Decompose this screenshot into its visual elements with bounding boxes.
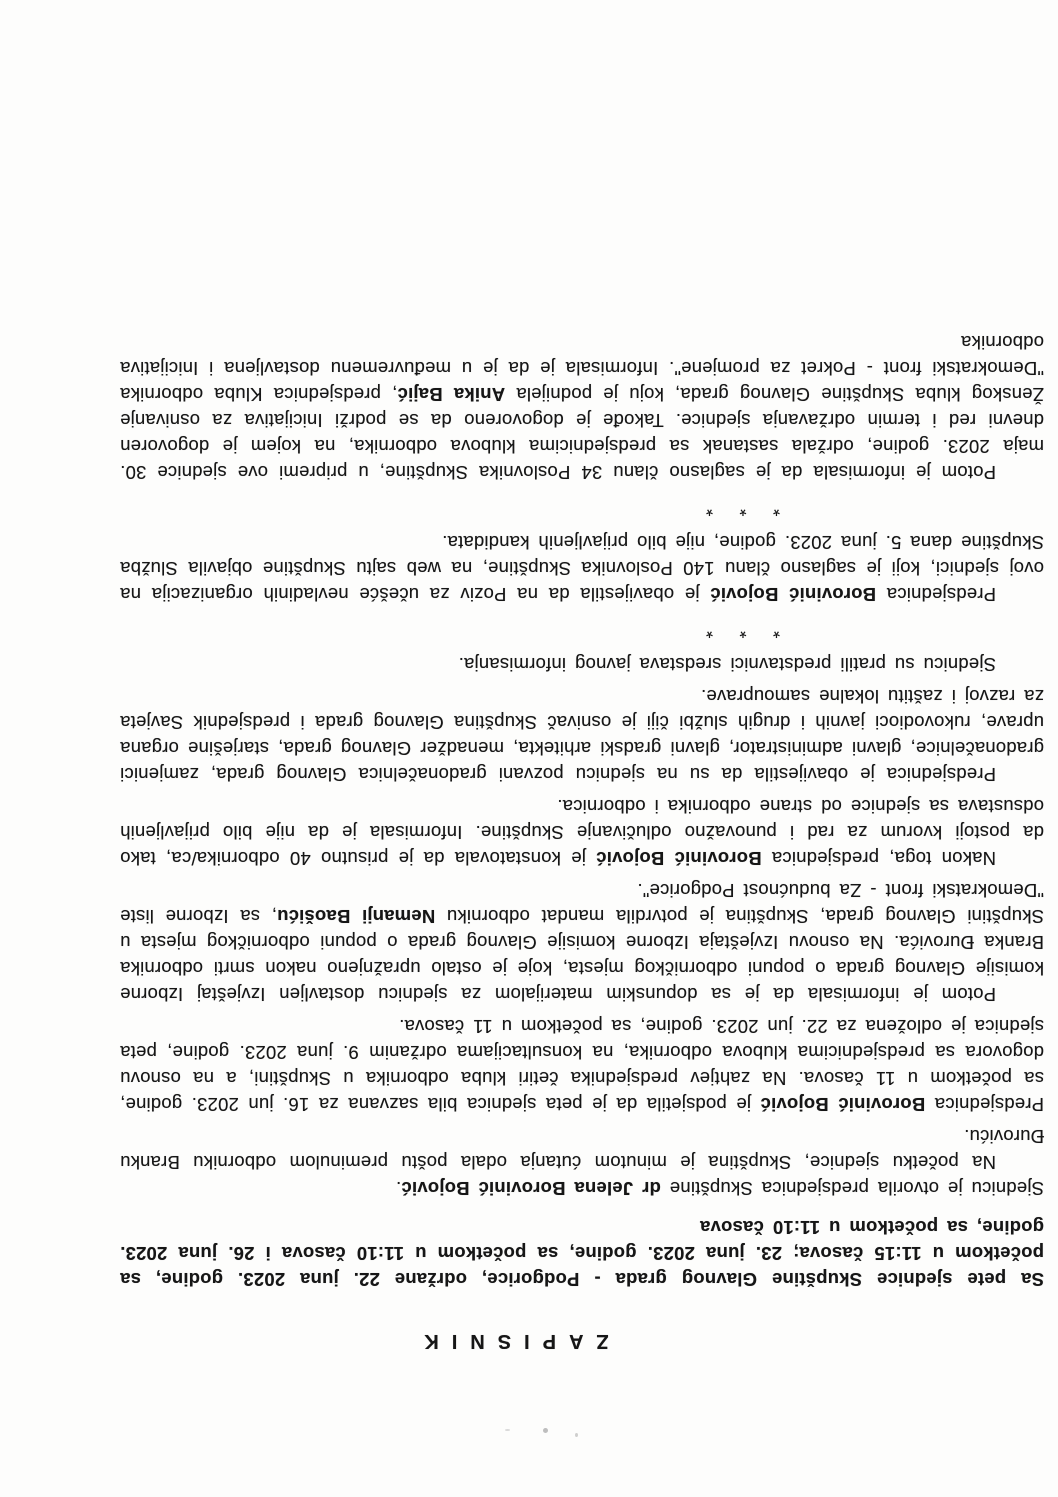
text-segment: Predsjednica: [876, 584, 996, 605]
paragraph-consultations: [120, 329, 1044, 485]
section-divider: * * *: [696, 499, 780, 519]
text-segment: , predsjednica Kluba odbornika "Demokratski front - Pokret za promjene". Informisala je da je u međuvremenu dostavljena i Inicijativa odbornika: [120, 332, 1044, 405]
text-segment: Potom je informisala da je saglasno članu 34 Poslovnika Skupštine, u pripremi ove sjednice 30. maja 2023. godine, održala sastanak sa predsjednicima klubova odbornika, na kojem je dogovoren dnevni red i termin održavanja sjednice. Takođe je dogovoreno da se podrži Inicijativa za osnivanje Ženskog kluba Skupštine Glavnog grada, koju je podnijela: [120, 384, 1044, 483]
scan-noise-speck: [543, 1428, 548, 1433]
text-segment: je podsjetila da je peta sjednica bila sazvana za 16. jun 2023. godine, sa početkom u 11 časova. Na zahtjev predsjednika četiri kluba odbornika u Skupštini, a na osnovu dogovora sa predsjednicima klubova odbornika, na konsultacijama održanim 9. juna 2023. godine, peta sjednica je odložena za 22. jun 2023. godine, sa početkom u 11 časova.: [120, 1016, 1044, 1115]
paragraph-media: Sjednicu su pratili predstavnici sredstava javnog informisanja.: [458, 654, 996, 675]
person-name: Borovinić Bojović: [710, 584, 877, 605]
text-segment: Nakon toga, predsjednica: [761, 848, 996, 869]
person-name: Borovinić Bojović: [760, 1094, 926, 1115]
text-segment: .: [395, 1178, 402, 1199]
paragraph-invitees: Predsjednica je obavijestila da su na sjednicu pozvani gradonačelnica Glavnog grada, zamjenici gradonačelnice, glavni administrator, glavni gradski arhitekta, menadžer Glavnog grada, starješine organa uprave, rukovodioci javnih i drugih službi čiji je osnivač Skupština Glavnog grada i predsjednik Savjeta za razvoj i zaštitu lokalne samouprave.: [120, 686, 1044, 785]
person-name: Borovinić Bojović: [596, 848, 762, 869]
document-title: ZAPISNIK: [411, 1330, 609, 1352]
person-name: dr Jelena Borovinić Bojović: [401, 1178, 661, 1199]
text-segment: , sa Izborne liste "Demokratski front - Za budućnost Podgorice".: [120, 880, 1044, 927]
paragraph-session-opened: [120, 1175, 1044, 1201]
scan-noise-speck: [505, 1429, 510, 1431]
person-name: Nemanji Baošiću: [276, 906, 436, 927]
person-name: Anika Bajić: [397, 384, 506, 405]
text-segment: Sjednicu je otvorila predsjednica Skupštine: [660, 1178, 1044, 1199]
section-divider: * * *: [696, 621, 780, 641]
session-intro-paragraph: Sa pete sjednice Skupštine Glavnog grada - Podgorice, održane 22. juna 2023. godine, sa početkom u 11:15 časova; 23. juna 2023. godine, sa početkom u 11:10 časova i 26. juna 2023. godine, sa početkom u 11:10 časova: [120, 1217, 1044, 1290]
paragraph-quorum: [120, 793, 1044, 871]
paragraph-minute-of-silence: Na početku sjednice, Skupština je minutom ćutanja odala poštu preminulom odborniku Branku Đuroviću.: [120, 1126, 1044, 1173]
text-segment: Predsjednica: [925, 1094, 1044, 1115]
paragraph-mandate-confirmation: [120, 877, 1044, 1007]
paragraph-postponement: [120, 1013, 1044, 1117]
text-segment: je konstatovala da je prisutno 40 odbornika/ca, tako da postoji kvorum za rad i punovažno odlučivanje Skupštine. Informisala je da nije bilo prijavljenih odsustava sa sjednice od strane odbornika i odbornica.: [120, 796, 1044, 869]
text-segment: Potom je informisala da je sa dopunskim materijalom za sjednicu dostavljen Izvještaj Izborne komisije Glavnog grada o popuni odborničkog mjesta, koje je ostalo upražnjeno nakon smrti odbornika Branka Đurovića. Na osnovu Izvještaja Izborne komisije Glavnog grada o popuni odborničkog mjesta u Skupštini Glavnog grada, Skupština je potvrdila mandat odborniku: [120, 906, 1044, 1005]
scan-noise-speck: [575, 1433, 578, 1437]
text-segment: je obavijestila da na Poziv za učešće nevladinih organizacija na ovoj sjednici, koji je saglasno članu 140 Poslovnika Skupštine, na web sajtu Skupštine objavila Služba Skupštine dana 5. juna 2023. godine, nije bilo prijavljenih kandidata.: [120, 532, 1044, 605]
paragraph-ngo-call: [120, 529, 1044, 607]
